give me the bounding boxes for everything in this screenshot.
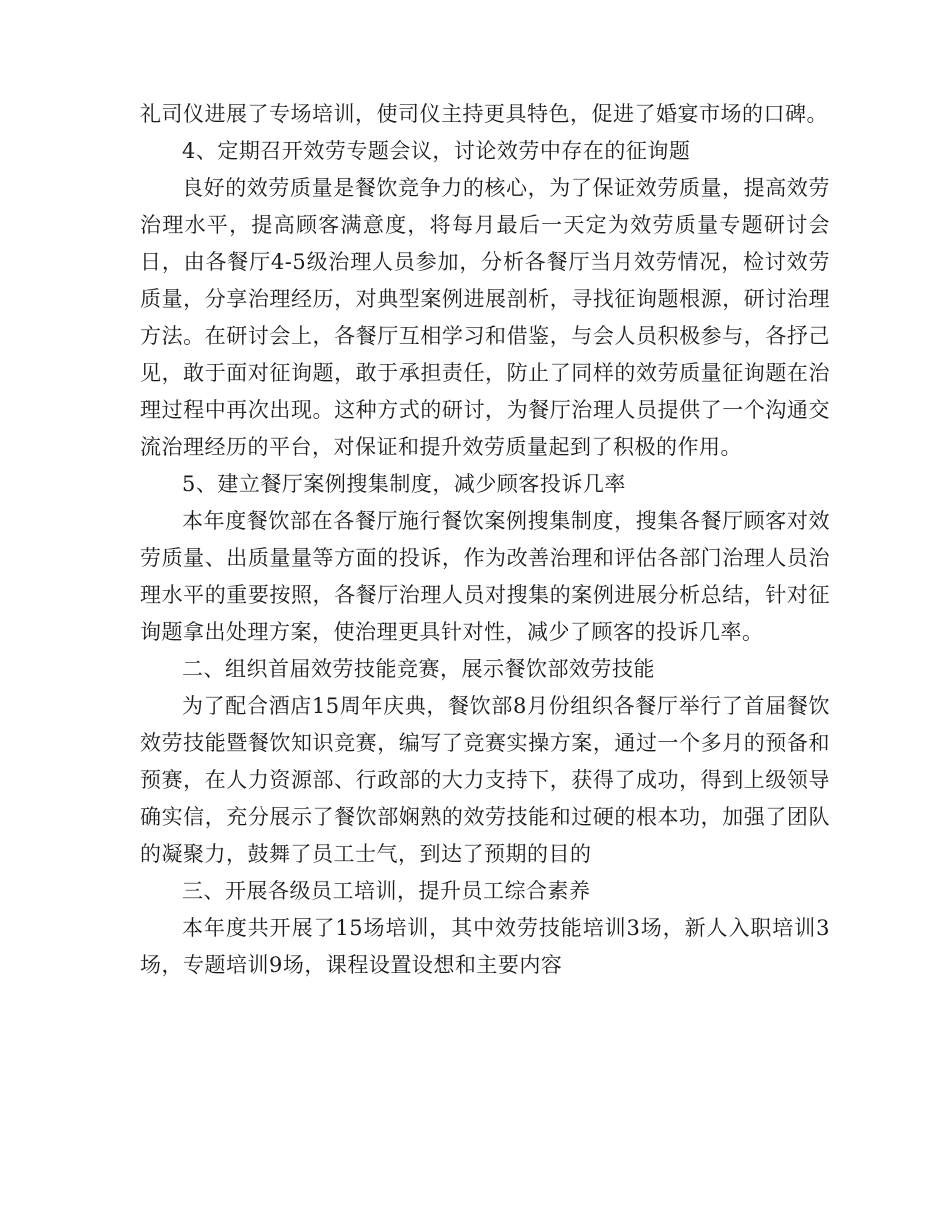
- paragraph-continuation: 礼司仪进展了专场培训，使司仪主持更具特色，促进了婚宴市场的口碑。: [140, 102, 828, 126]
- section-heading-staff-training: 三、开展各级员工培训，提升员工综合素养: [182, 879, 591, 903]
- section-heading-skills-competition: 二、组织首届效劳技能竞赛，展示餐饮部效劳技能: [182, 657, 655, 681]
- section-heading-5: 5、建立餐厅案例搜集制度，减少顾客投诉几率: [182, 472, 626, 496]
- paragraph-case-collection: 本年度餐饮部在各餐厅施行餐饮案例搜集制度，搜集各餐厅顾客对效劳质量、出质量量等方面的投诉，作为改善治理和评估各部门治理人员治理水平的重要按照，各餐厅治理人员对搜集的案例进展分析总结，针对征询题拿出处理方案，使治理更具针对性，减少了顾客的投诉几率。: [140, 509, 830, 644]
- section-heading-4: 4、定期召开效劳专题会议，讨论效劳中存在的征询题: [182, 139, 691, 163]
- paragraph-staff-training: 本年度共开展了15场培训，其中效劳技能培训3场，新人入职培训3场，专题培训9场，课程设置设想和主要内容: [140, 916, 830, 977]
- paragraph-skills-competition: 为了配合酒店15周年庆典，餐饮部8月份组织各餐厅举行了首届餐饮效劳技能暨餐饮知识竞赛，编写了竞赛实操方案，通过一个多月的预备和预赛，在人力资源部、行政部的大力支持下，获得了成功，得到上级领导确实信，充分展示了餐饮部娴熟的效劳技能和过硬的根本功，加强了团队的凝聚力，鼓舞了员工士气，到达了预期的目的: [140, 694, 830, 866]
- paragraph-service-quality: 良好的效劳质量是餐饮竞争力的核心，为了保证效劳质量，提高效劳治理水平，提高顾客满意度，将每月最后一天定为效劳质量专题研讨会日，由各餐厅4-5级治理人员参加，分析各餐厅当月效劳情况，检讨效劳质量，分享治理经历，对典型案例进展剖析，寻找征询题根源，研讨治理方法。在研讨会上，各餐厅互相学习和借鉴，与会人员积极参与，各抒己见，敢于面对征询题，敢于承担责任，防止了同样的效劳质量征询题在治理过程中再次出现。这种方式的研讨，为餐厅治理人员提供了一个沟通交流治理经历的平台，对保证和提升效劳质量起到了积极的作用。: [140, 176, 830, 459]
- document-body: [140, 96, 830, 984]
